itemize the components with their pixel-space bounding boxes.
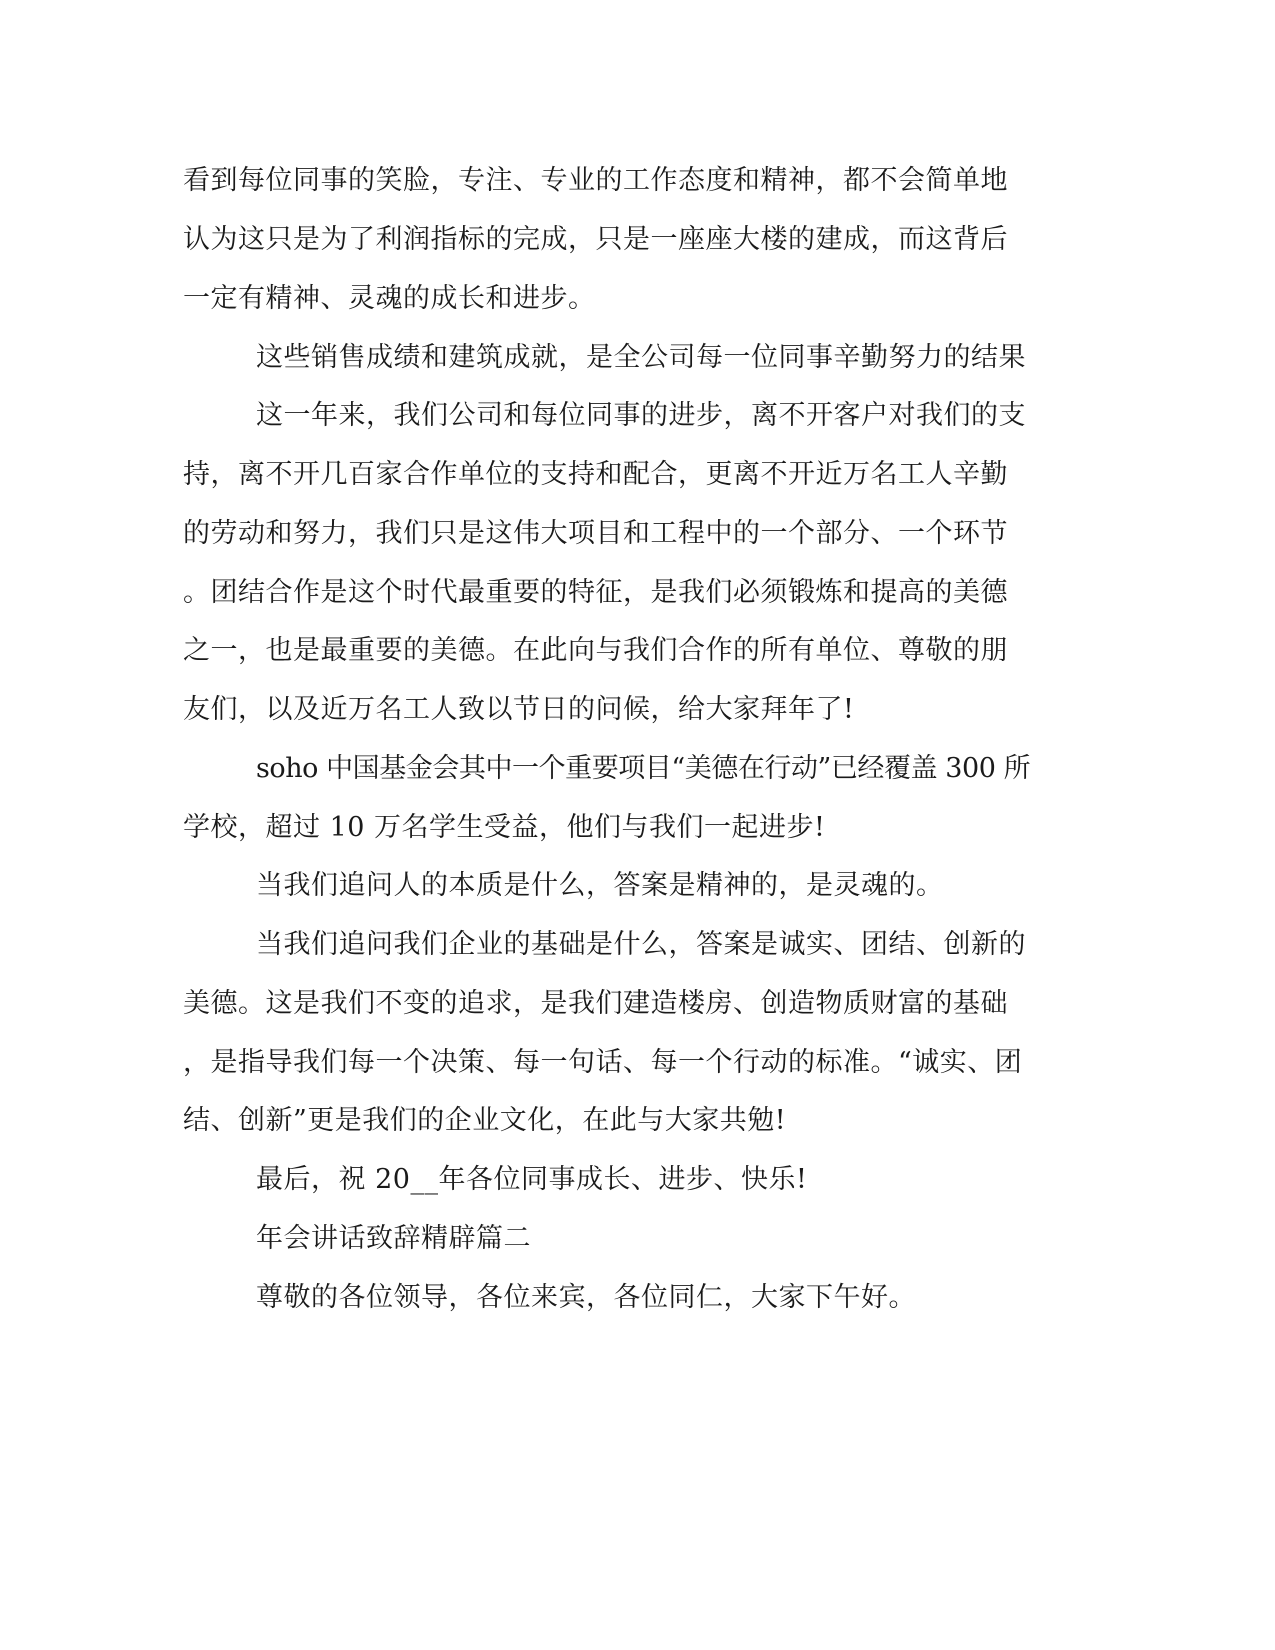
text-line: 之一，也是最重要的美德。在此向与我们合作的所有单位、尊敬的朋 (183, 635, 1008, 666)
text-line: 学校，超过 10 万名学生受益，他们与我们一起进步! (183, 812, 826, 843)
text-line: 。团结合作是这个时代最重要的特征，是我们必须锻炼和提高的美德 (183, 577, 1008, 608)
text-line: 认为这只是为了利润指标的完成，只是一座座大楼的建成，而这背后 (183, 224, 1008, 255)
text-line: 看到每位同事的笑脸，专注、专业的工作态度和精神，都不会简单地 (183, 165, 1008, 196)
text-line: 当我们追问我们企业的基础是什么，答案是诚实、团结、创新的 (256, 929, 1026, 960)
section-heading: 年会讲话致辞精辟篇二 (256, 1223, 531, 1254)
text-line: 友们，以及近万名工人致以节日的问候，给大家拜年了! (183, 694, 855, 725)
text-line: 尊敬的各位领导，各位来宾，各位同仁，大家下午好。 (256, 1282, 916, 1313)
text-line: 这一年来，我们公司和每位同事的进步，离不开客户对我们的支 (256, 400, 1026, 431)
text-line: soho 中国基金会其中一个重要项目“美德在行动”已经覆盖 300 所 (256, 753, 1031, 784)
text-line: 结、创新”更是我们的企业文化，在此与大家共勉! (183, 1105, 787, 1136)
text-line: 当我们追问人的本质是什么，答案是精神的，是灵魂的。 (256, 870, 944, 901)
text-line: 的劳动和努力，我们只是这伟大项目和工程中的一个部分、一个环节 (183, 518, 1008, 549)
text-line: 美德。这是我们不变的追求，是我们建造楼房、创造物质财富的基础 (183, 988, 1008, 1019)
text-line: 持，离不开几百家合作单位的支持和配合，更离不开近万名工人辛勤 (183, 459, 1008, 490)
text-line: 这些销售成绩和建筑成就，是全公司每一位同事辛勤努力的结果 (256, 342, 1026, 373)
text-line: ，是指导我们每一个决策、每一句话、每一个行动的标准。“诚实、团 (183, 1047, 1023, 1078)
text-line: 最后，祝 20__年各位同事成长、进步、快乐! (256, 1164, 808, 1195)
text-line: 一定有精神、灵魂的成长和进步。 (183, 283, 596, 314)
